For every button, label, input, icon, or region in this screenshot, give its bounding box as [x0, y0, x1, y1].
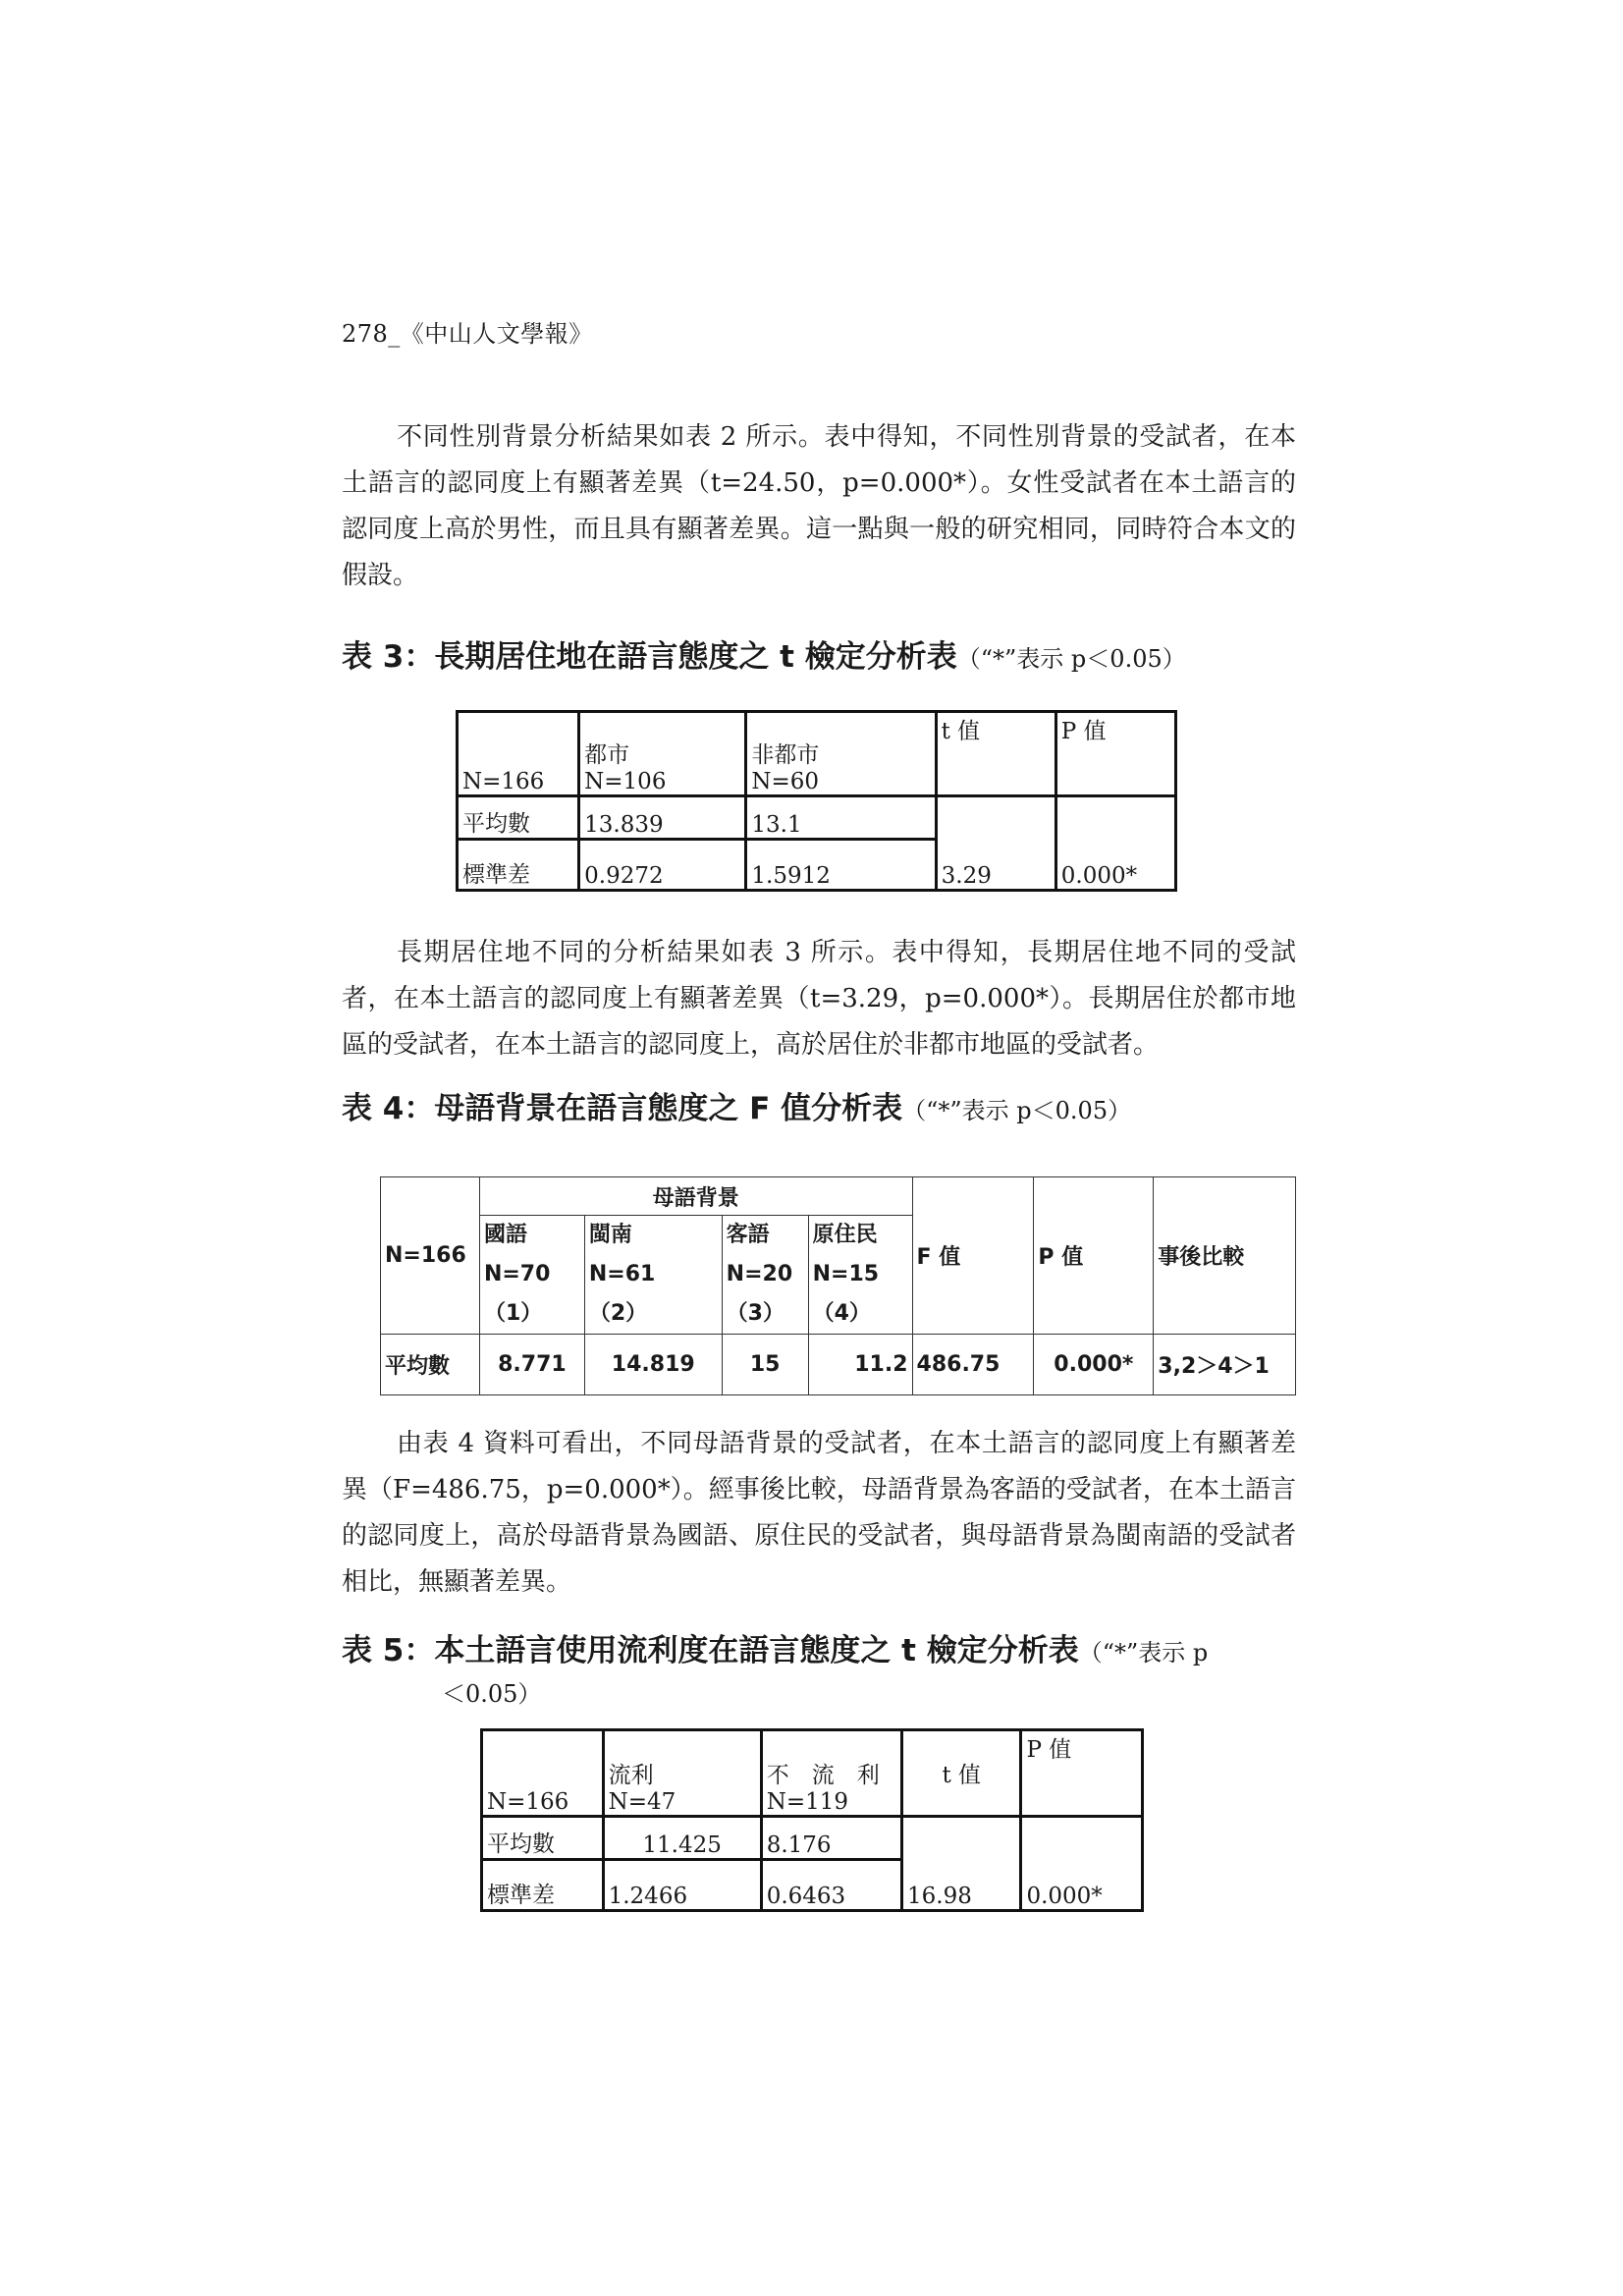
col-nonurban [746, 712, 936, 796]
lang-name: 國語 [483, 1223, 527, 1247]
t-header: t 值 [902, 1730, 1021, 1817]
lang-n: N=15 [812, 1262, 880, 1286]
caption-title: 表 4：母語背景在語言態度之 F 值分析表 [342, 1091, 903, 1126]
cell-value: 1.5912 [746, 840, 936, 891]
lang-code: （2） [588, 1301, 648, 1326]
p-header: P 值 [1055, 712, 1175, 796]
lang-name: 客語 [726, 1223, 770, 1247]
lang-indigenous [808, 1216, 912, 1335]
cell-value: 14.819 [584, 1335, 722, 1395]
row-label-mean: 平均數 [381, 1335, 480, 1395]
cell-value: 11.425 [603, 1817, 761, 1860]
cell-value: 1.2466 [603, 1860, 761, 1911]
p-header: P 值 [1021, 1730, 1143, 1817]
lang-n: N=70 [483, 1262, 551, 1286]
lang-hakka [722, 1216, 808, 1335]
col-label: 都市 [584, 742, 630, 768]
p-value: 0.000* [1055, 796, 1175, 891]
p-header: P 值 [1034, 1177, 1154, 1335]
cell-value: 15 [722, 1335, 808, 1395]
cell-value: 0.9272 [579, 840, 746, 891]
cell-value: 8.771 [479, 1335, 584, 1395]
cell-value: 11.2 [808, 1335, 912, 1395]
col-n: N=119 [766, 1789, 848, 1815]
paragraph-text: 由表 4 資料可看出，不同母語背景的受試者，在本土語言的認同度上有顯著差異（F=486.75，p=0.000*）。經事後比較，母語背景為客語的受試者，在本土語言的認同度上，高於母語背景為國語、原住民的受試者，與母語背景為閩南語的受試者相比，無顯著差異。 [342, 1429, 1296, 1597]
table4-caption [342, 1083, 1296, 1127]
table3-caption [342, 631, 1296, 676]
cell-value: 8.176 [761, 1817, 901, 1860]
n-cell: N=166 [482, 1730, 604, 1817]
cell-value: 13.1 [746, 796, 936, 840]
lang-code: （1） [483, 1301, 543, 1326]
group-header: 母語背景 [479, 1177, 912, 1216]
table-4 [380, 1176, 1296, 1395]
col-n: N=47 [608, 1789, 676, 1815]
row-label-mean: 平均數 [458, 796, 579, 840]
row-label-mean: 平均數 [482, 1817, 604, 1860]
n-cell: N=166 [458, 712, 579, 796]
caption-note: （“*”表示 p＜0.05） [902, 1097, 1132, 1124]
table-5 [480, 1728, 1144, 1912]
t-header: t 值 [936, 712, 1055, 796]
caption-title: 表 5：本土語言使用流利度在語言態度之 t 檢定分析表 [342, 1633, 1079, 1668]
lang-code: （4） [812, 1301, 871, 1326]
paragraph-text: 不同性別背景分析結果如表 2 所示。表中得知，不同性別背景的受試者，在本土語言的認同度上有顯著差異（t=24.50，p=0.000*）。女性受試者在本土語言的認同度上高於男性，而且具有顯著差異。這一點與一般的研究相同，同時符合本文的假設。 [342, 422, 1296, 590]
lang-mandarin [479, 1216, 584, 1335]
p-value: 0.000* [1021, 1817, 1143, 1911]
caption-note: （“*”表示 p [1078, 1639, 1209, 1667]
paragraph-mother-tongue [342, 1421, 1296, 1606]
cell-value: 13.839 [579, 796, 746, 840]
lang-n: N=61 [588, 1262, 656, 1286]
caption-title: 表 3：長期居住地在語言態度之 t 檢定分析表 [342, 639, 957, 675]
paragraph-text: 長期居住地不同的分析結果如表 3 所示。表中得知，長期居住地不同的受試者，在本土語言的認同度上有顯著差異（t=3.29，p=0.000*）。長期居住於都市地區的受試者，在本土語言的認同度上，高於居住於非都市地區的受試者。 [342, 938, 1296, 1060]
col-label: 不 流 利 [766, 1763, 880, 1788]
col-fluent [603, 1730, 761, 1817]
lang-minnan [584, 1216, 722, 1335]
posthoc-value: 3,2＞4＞1 [1154, 1335, 1296, 1395]
posthoc-header: 事後比較 [1154, 1177, 1296, 1335]
running-header: 278_《中山人文學報》 [342, 320, 593, 348]
caption-note-continued: ＜0.05） [442, 1680, 542, 1708]
lang-name: 閩南 [588, 1223, 632, 1247]
f-value: 486.75 [912, 1335, 1034, 1395]
lang-code: （3） [726, 1301, 784, 1326]
paragraph-gender [342, 414, 1296, 599]
paragraph-residence [342, 930, 1296, 1068]
t-value: 3.29 [936, 796, 1055, 891]
col-label: 非都市 [751, 742, 820, 768]
lang-name: 原住民 [812, 1223, 878, 1247]
p-value: 0.000* [1034, 1335, 1154, 1395]
col-not-fluent [761, 1730, 901, 1817]
table-3 [456, 710, 1177, 892]
cell-value: 0.6463 [761, 1860, 901, 1911]
col-n: N=106 [584, 769, 667, 794]
caption-note: （“*”表示 p＜0.05） [956, 645, 1186, 673]
col-n: N=60 [751, 769, 820, 794]
n-cell: N=166 [381, 1177, 480, 1335]
col-label: 流利 [608, 1763, 654, 1788]
lang-n: N=20 [726, 1262, 793, 1286]
f-header: F 值 [912, 1177, 1034, 1335]
table5-caption [342, 1625, 1296, 1669]
row-label-sd: 標準差 [458, 840, 579, 891]
col-urban [579, 712, 746, 796]
row-label-sd: 標準差 [482, 1860, 604, 1911]
t-value: 16.98 [902, 1817, 1021, 1911]
